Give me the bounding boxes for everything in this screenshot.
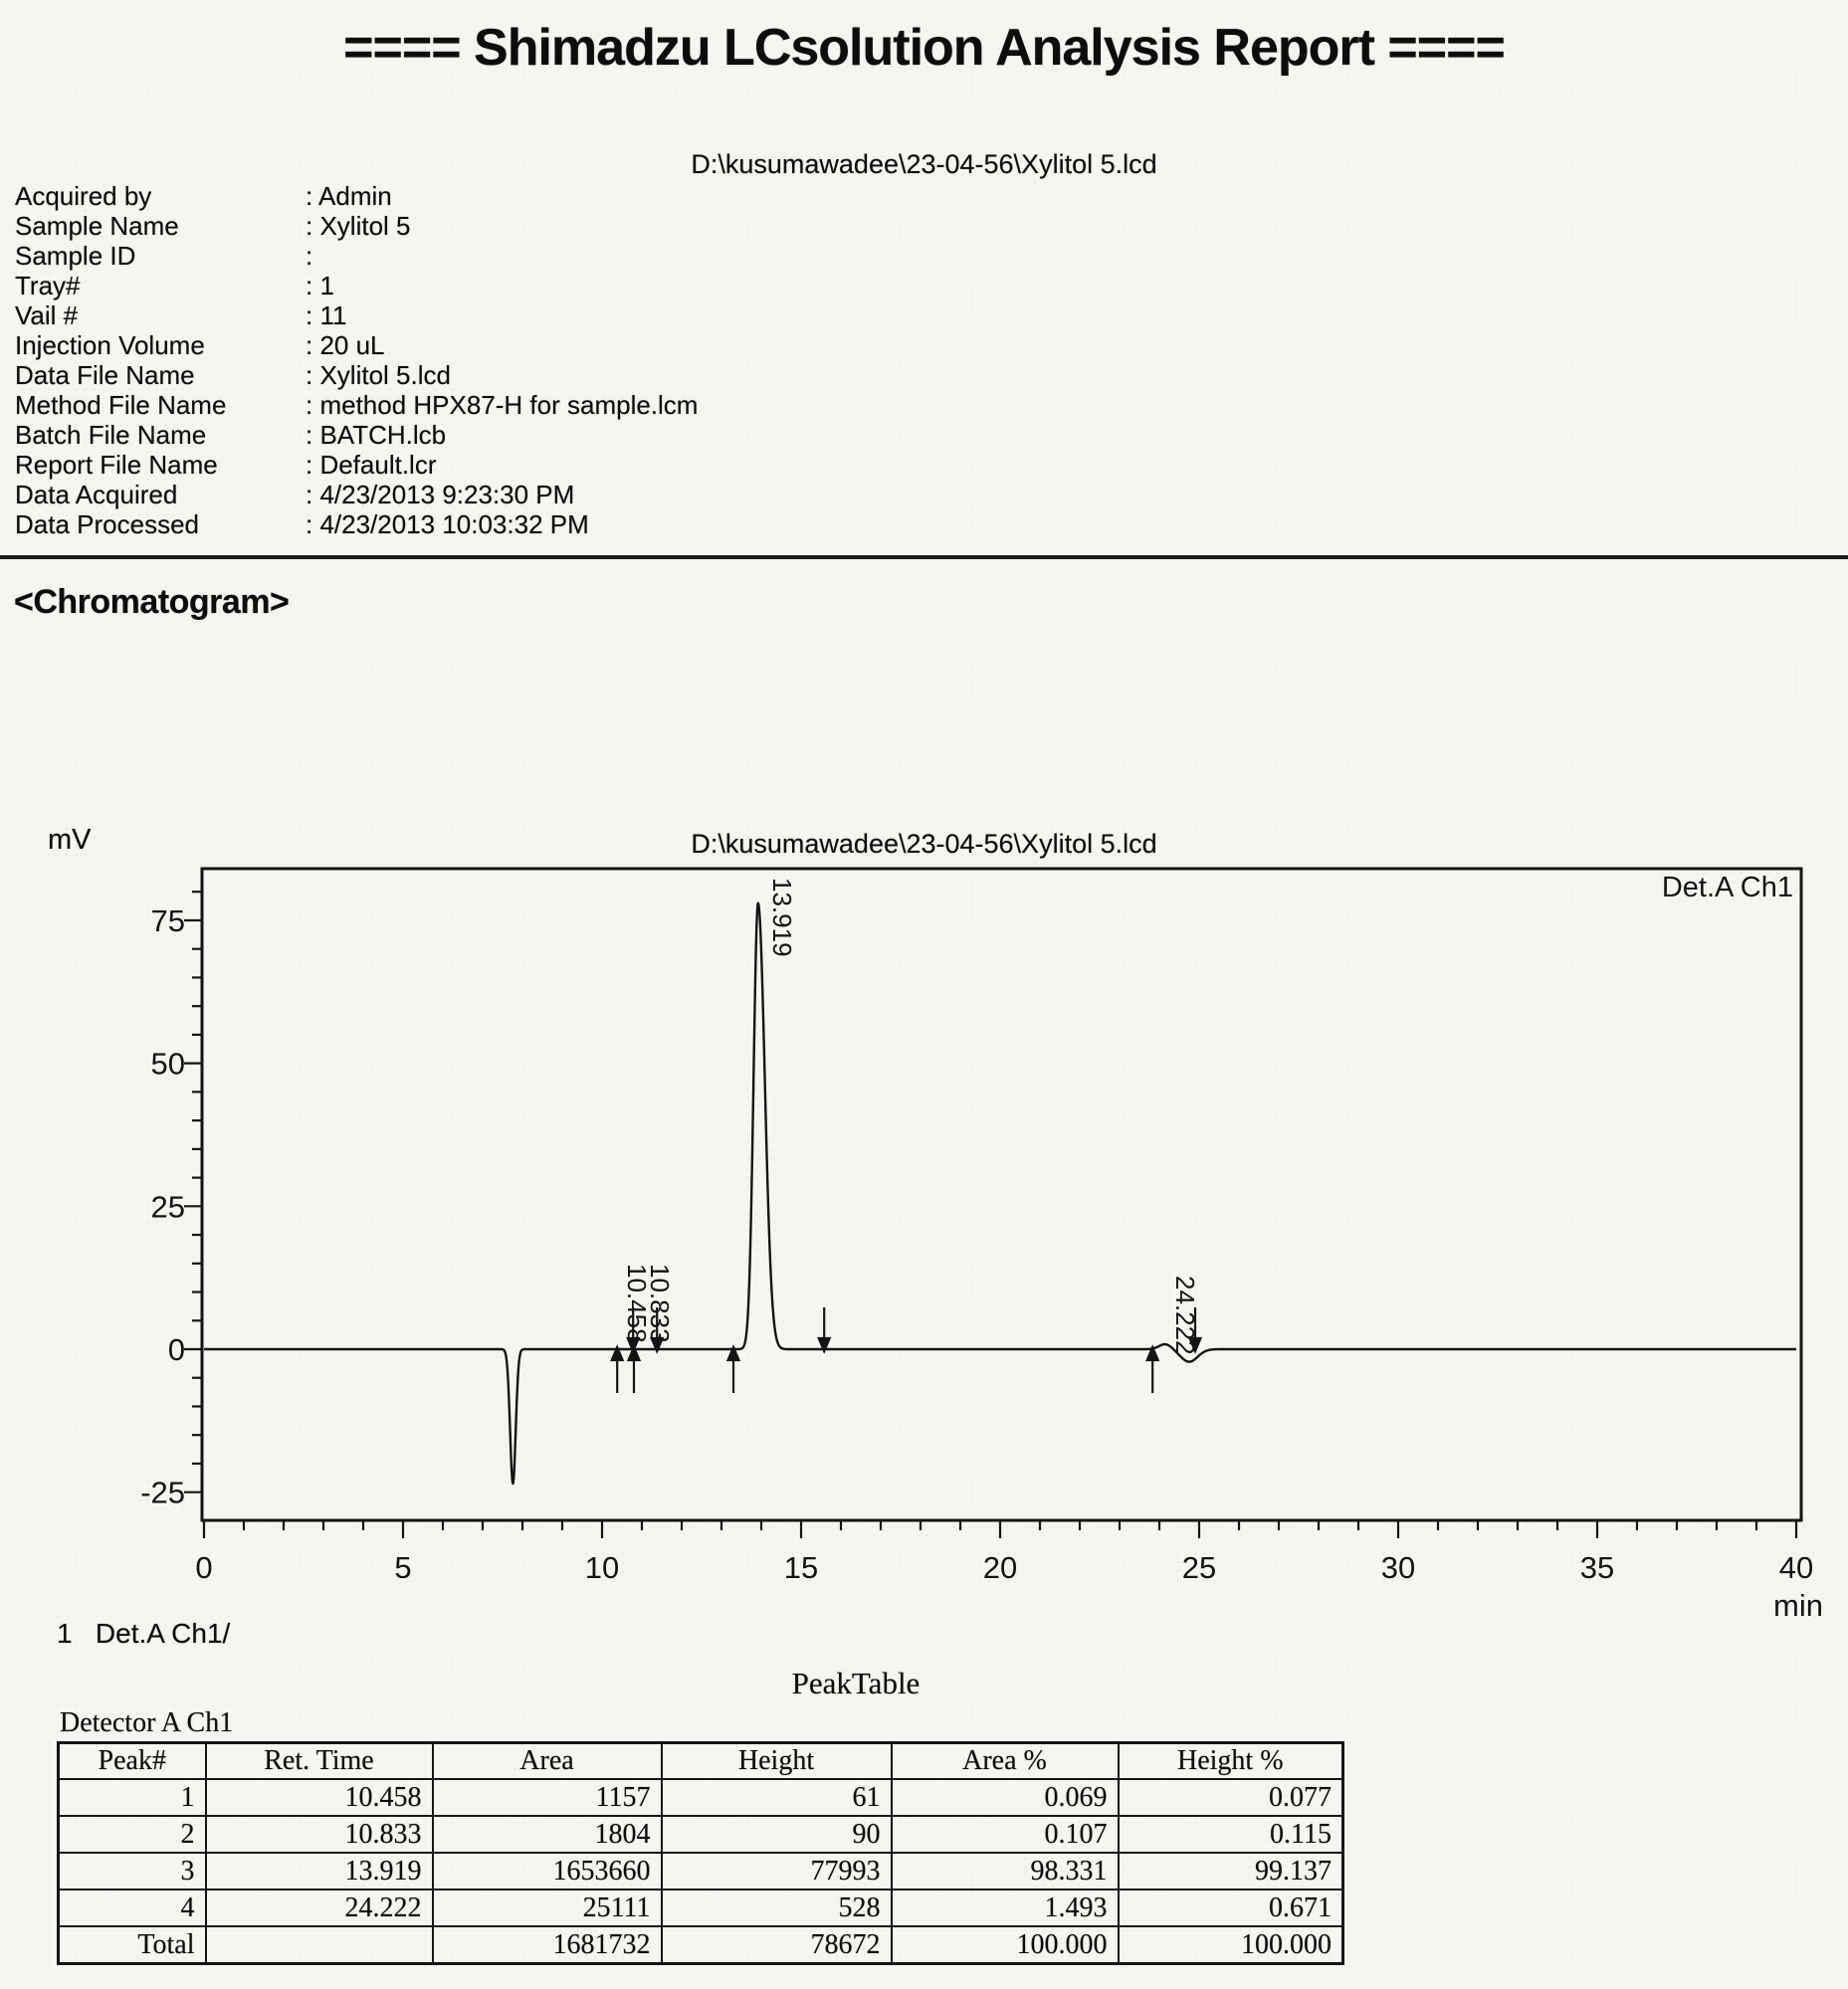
info-row — [15, 420, 698, 450]
info-label: Acquired by — [15, 181, 152, 211]
peak-table-cell: 2 — [59, 1816, 206, 1853]
peak-table-cell: 1157 — [433, 1779, 662, 1816]
peak-table-row — [59, 1926, 1343, 1964]
x-tick-label: 20 — [982, 1550, 1018, 1585]
peak-table-row — [59, 1816, 1343, 1853]
peak-table-header-row — [59, 1743, 1343, 1780]
info-value: : 1 — [306, 271, 334, 300]
axis-ticks — [184, 892, 1796, 1538]
peak-table-cell: 4 — [59, 1890, 206, 1926]
info-label: Data Acquired — [15, 480, 178, 509]
detector-channel-label: Det.A Ch1 — [1661, 872, 1793, 903]
peak-table — [57, 1741, 1344, 1965]
x-tick-label: 10 — [584, 1550, 620, 1585]
peak-table-cell — [206, 1926, 433, 1964]
peak-table-header-cell: Peak# — [59, 1743, 206, 1780]
peak-table-row — [59, 1779, 1343, 1816]
info-value: : BATCH.lcb — [306, 420, 447, 450]
info-row — [15, 509, 698, 539]
peak-table-cell: 10.833 — [206, 1816, 433, 1853]
peak-table-cell: 0.671 — [1119, 1890, 1343, 1926]
peak-start-arrow — [1147, 1347, 1158, 1393]
info-row — [15, 330, 698, 360]
peak-table-cell: 10.458 — [206, 1779, 433, 1816]
y-tick-label: 50 — [150, 1046, 185, 1082]
peak-table-cell: 100.000 — [1119, 1926, 1343, 1964]
info-label: Tray# — [15, 271, 81, 300]
section-divider — [0, 555, 1848, 559]
info-label: Sample Name — [15, 211, 179, 241]
peak-table-cell: 0.107 — [892, 1816, 1119, 1853]
peak-table-cell: 0.115 — [1119, 1816, 1343, 1853]
info-label: Vail # — [15, 300, 79, 330]
chromatogram-heading: <Chromatogram> — [14, 583, 290, 621]
x-tick-label: 35 — [1579, 1550, 1615, 1585]
peak-table-cell: 1804 — [433, 1816, 662, 1853]
peak-start-arrow — [612, 1347, 623, 1393]
info-value: : Default.lcr — [306, 450, 437, 480]
peak-table-header-cell: Area % — [892, 1743, 1119, 1780]
report-title: ==== Shimadzu LCsolution Analysis Report ==== — [343, 19, 1505, 77]
peak-table-cell: 77993 — [662, 1853, 892, 1890]
info-value: : Xylitol 5.lcd — [306, 360, 451, 390]
signal-trace — [204, 903, 1796, 1484]
info-value: : method HPX87-H for sample.lcm — [306, 390, 699, 420]
peak-table-cell: 99.137 — [1119, 1853, 1343, 1890]
retention-time-label: 24.222 — [1170, 1276, 1200, 1355]
plot-frame — [202, 869, 1801, 1520]
info-value: : 11 — [306, 300, 347, 330]
info-row — [15, 211, 698, 241]
peak-table-header-cell: Height % — [1119, 1743, 1343, 1780]
peak-table-cell: 25111 — [433, 1890, 662, 1926]
peak-table-cell: 1681732 — [433, 1926, 662, 1964]
peak-start-arrow — [629, 1347, 640, 1393]
peak-table-cell: 13.919 — [206, 1853, 433, 1890]
chart-title: D:\kusumawadee\23-04-56\Xylitol 5.lcd — [691, 829, 1157, 859]
report-file-path: D:\kusumawadee\23-04-56\Xylitol 5.lcd — [691, 149, 1157, 179]
peak-table-cell: 98.331 — [892, 1853, 1119, 1890]
x-tick-label: 40 — [1778, 1550, 1814, 1585]
peak-table-cell: 78672 — [662, 1926, 892, 1964]
peak-table-cell: 24.222 — [206, 1890, 433, 1926]
info-value: : — [306, 241, 320, 271]
info-label: Batch File Name — [15, 420, 207, 450]
detector-caption: Detector A Ch1 — [60, 1707, 234, 1738]
peak-start-arrow — [728, 1347, 739, 1393]
peak-end-arrow — [819, 1307, 830, 1351]
retention-time-label: 10.458 — [622, 1264, 652, 1343]
info-value: : 4/23/2013 9:23:30 PM — [306, 480, 575, 509]
x-tick-label: 5 — [394, 1550, 412, 1585]
info-row — [15, 241, 698, 271]
peak-table-cell: 1653660 — [433, 1853, 662, 1890]
info-value: : 20 uL — [306, 330, 385, 360]
info-value: : Admin — [306, 181, 392, 211]
peak-table-cell: 3 — [59, 1853, 206, 1890]
x-tick-label: 0 — [195, 1550, 213, 1585]
info-row — [15, 390, 698, 420]
y-tick-label: 0 — [167, 1332, 185, 1367]
peak-table-row — [59, 1853, 1343, 1890]
peak-table-cell: 1.493 — [892, 1890, 1119, 1926]
peak-retention-labels — [622, 878, 1200, 1355]
x-tick-label: 30 — [1380, 1550, 1416, 1585]
info-label: Injection Volume — [15, 330, 205, 360]
info-label: Report File Name — [15, 450, 218, 480]
peak-table-cell: Total — [59, 1926, 206, 1964]
peak-table-cell: 0.077 — [1119, 1779, 1343, 1816]
peak-table-header-cell: Area — [433, 1743, 662, 1780]
peak-table-cell: 100.000 — [892, 1926, 1119, 1964]
retention-time-label: 10.833 — [645, 1264, 675, 1343]
peak-table-header-cell: Ret. Time — [206, 1743, 433, 1780]
x-tick-label: 25 — [1181, 1550, 1217, 1585]
axis-tick-labels — [140, 872, 1823, 1623]
info-label: Method File Name — [15, 390, 227, 420]
channel-caption: 1 Det.A Ch1/ — [57, 1618, 231, 1649]
y-tick-label: 75 — [150, 902, 185, 938]
info-row — [15, 271, 698, 300]
peak-table-cell: 90 — [662, 1816, 892, 1853]
x-axis-unit-label: min — [1773, 1588, 1823, 1623]
peak-table-cell: 1 — [59, 1779, 206, 1816]
x-tick-label: 15 — [783, 1550, 819, 1585]
peak-table-header-cell: Height — [662, 1743, 892, 1780]
info-label: Data Processed — [15, 509, 199, 539]
peak-table-cell: 528 — [662, 1890, 892, 1926]
info-label: Data File Name — [15, 360, 195, 390]
info-row — [15, 181, 698, 211]
info-value: : 4/23/2013 10:03:32 PM — [306, 509, 589, 539]
peak-table-cell: 61 — [662, 1779, 892, 1816]
peak-table-row — [59, 1890, 1343, 1926]
y-axis-unit-label: mV — [48, 824, 92, 856]
info-row — [15, 480, 698, 509]
y-tick-label: 25 — [150, 1189, 185, 1225]
y-tick-label: -25 — [140, 1475, 185, 1510]
info-list — [15, 181, 698, 539]
retention-time-label: 13.919 — [767, 878, 797, 957]
peak-table-cell: 0.069 — [892, 1779, 1119, 1816]
info-row — [15, 300, 698, 330]
peak-table-caption: PeakTable — [791, 1666, 921, 1700]
info-row — [15, 360, 698, 390]
chromatogram-plot — [0, 811, 1848, 1657]
info-value: : Xylitol 5 — [306, 211, 411, 241]
info-row — [15, 450, 698, 480]
info-label: Sample ID — [15, 241, 136, 271]
